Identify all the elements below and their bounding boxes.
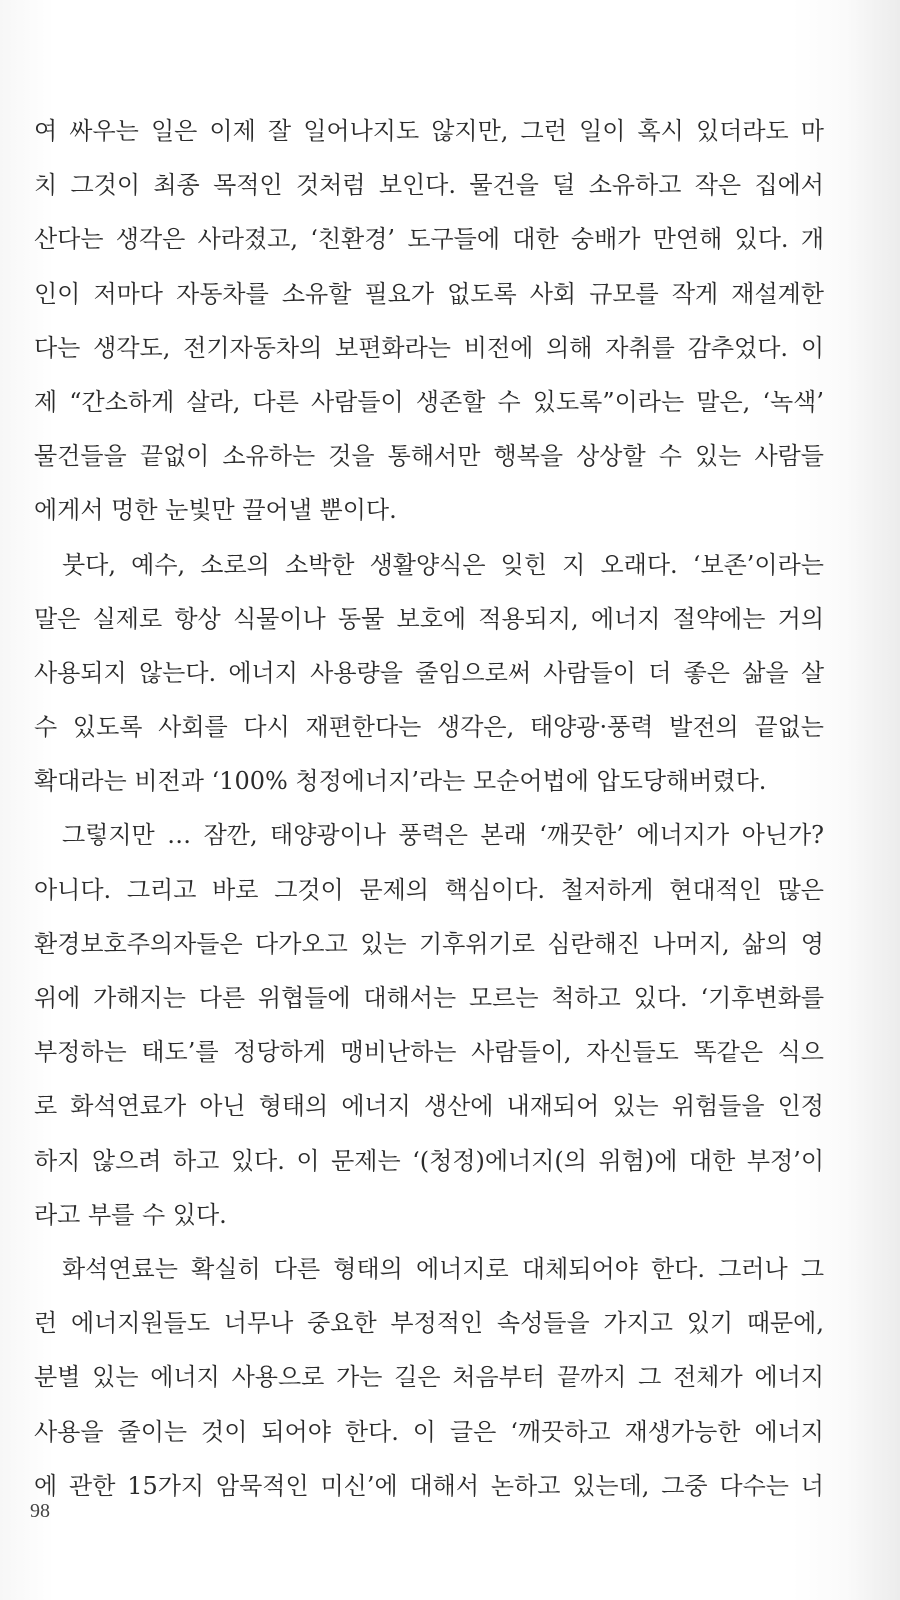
text-line: 환경보호주의자들은 다가오고 있는 기후위기로 심란해진 나머지, 삶의 영 (34, 929, 824, 958)
text-line: 아니다. 그리고 바로 그것이 문제의 핵심이다. 철저하게 현대적인 많은 (34, 875, 824, 904)
text-line: 붓다, 예수, 소로의 소박한 생활양식은 잊힌 지 오래다. ‘보존’이라는 (62, 550, 824, 579)
text-line: 다는 생각도, 전기자동차의 보편화라는 비전에 의해 자취를 감추었다. 이 (34, 333, 824, 362)
text-line: 치 그것이 최종 목적인 것처럼 보인다. 물건을 덜 소유하고 작은 집에서 (34, 171, 824, 200)
text-line: 산다는 생각은 사라졌고, ‘친환경’ 도구들에 대한 숭배가 만연해 있다. 개 (34, 225, 824, 254)
text-line: 하지 않으려 하고 있다. 이 문제는 ‘(청정)에너지(의 위험)에 대한 부정’이 (34, 1146, 824, 1175)
text-line: 에 관한 15가지 암묵적인 미신’에 대해서 논하고 있는데, 그중 다수는 너 (34, 1471, 824, 1500)
paragraph (34, 1242, 824, 1513)
page-number: 98 (30, 1500, 50, 1522)
text-line: 분별 있는 에너지 사용으로 가는 길은 처음부터 끝까지 그 전체가 에너지 (34, 1363, 824, 1392)
paragraph (34, 104, 824, 538)
text-line: 위에 가해지는 다른 위협들에 대해서는 모르는 척하고 있다. ‘기후변화를 (34, 984, 824, 1012)
text-line: 확대라는 비전과 ‘100% 청정에너지’라는 모순어법에 압도당해버렸다. (34, 767, 767, 796)
text-line: 화석연료는 확실히 다른 형태의 에너지로 대체되어야 한다. 그러나 그 (62, 1254, 824, 1283)
text-line: 부정하는 태도’를 정당하게 맹비난하는 사람들이, 자신들도 똑같은 식으 (34, 1038, 824, 1067)
text-line: 여 싸우는 일은 이제 잘 일어나지도 않지만, 그런 일이 혹시 있더라도 마 (34, 117, 824, 145)
text-line: 사용되지 않는다. 에너지 사용량을 줄임으로써 사람들이 더 좋은 삶을 살 (34, 658, 824, 687)
text-line: 사용을 줄이는 것이 되어야 한다. 이 글은 ‘깨끗하고 재생가능한 에너지 (34, 1417, 824, 1446)
text-line: 라고 부를 수 있다. (34, 1200, 227, 1229)
text-line: 인이 저마다 자동차를 소유할 필요가 없도록 사회 규모를 작게 재설계한 (34, 279, 824, 308)
text-line: 에게서 멍한 눈빛만 끌어낼 뿐이다. (34, 496, 397, 525)
text-line: 런 에너지원들도 너무나 중요한 부정적인 속성들을 가지고 있기 때문에, (34, 1309, 824, 1338)
text-line: 말은 실제로 항상 식물이나 동물 보호에 적용되지, 에너지 절약에는 거의 (34, 604, 824, 633)
text-line: 그렇지만 … 잠깐, 태양광이나 풍력은 본래 ‘깨끗한’ 에너지가 아닌가? (62, 821, 824, 850)
text-line: 로 화석연료가 아닌 형태의 에너지 생산에 내재되어 있는 위험들을 인정 (34, 1092, 824, 1121)
paragraph (34, 538, 824, 809)
body-text (34, 104, 824, 1513)
text-line: 수 있도록 사회를 다시 재편한다는 생각은, 태양광·풍력 발전의 끝없는 (34, 713, 824, 742)
text-line: 제 “간소하게 살라, 다른 사람들이 생존할 수 있도록”이라는 말은, ‘녹색’ (34, 387, 824, 416)
text-line: 물건들을 끝없이 소유하는 것을 통해서만 행복을 상상할 수 있는 사람들 (34, 442, 824, 471)
paragraph (34, 808, 824, 1242)
